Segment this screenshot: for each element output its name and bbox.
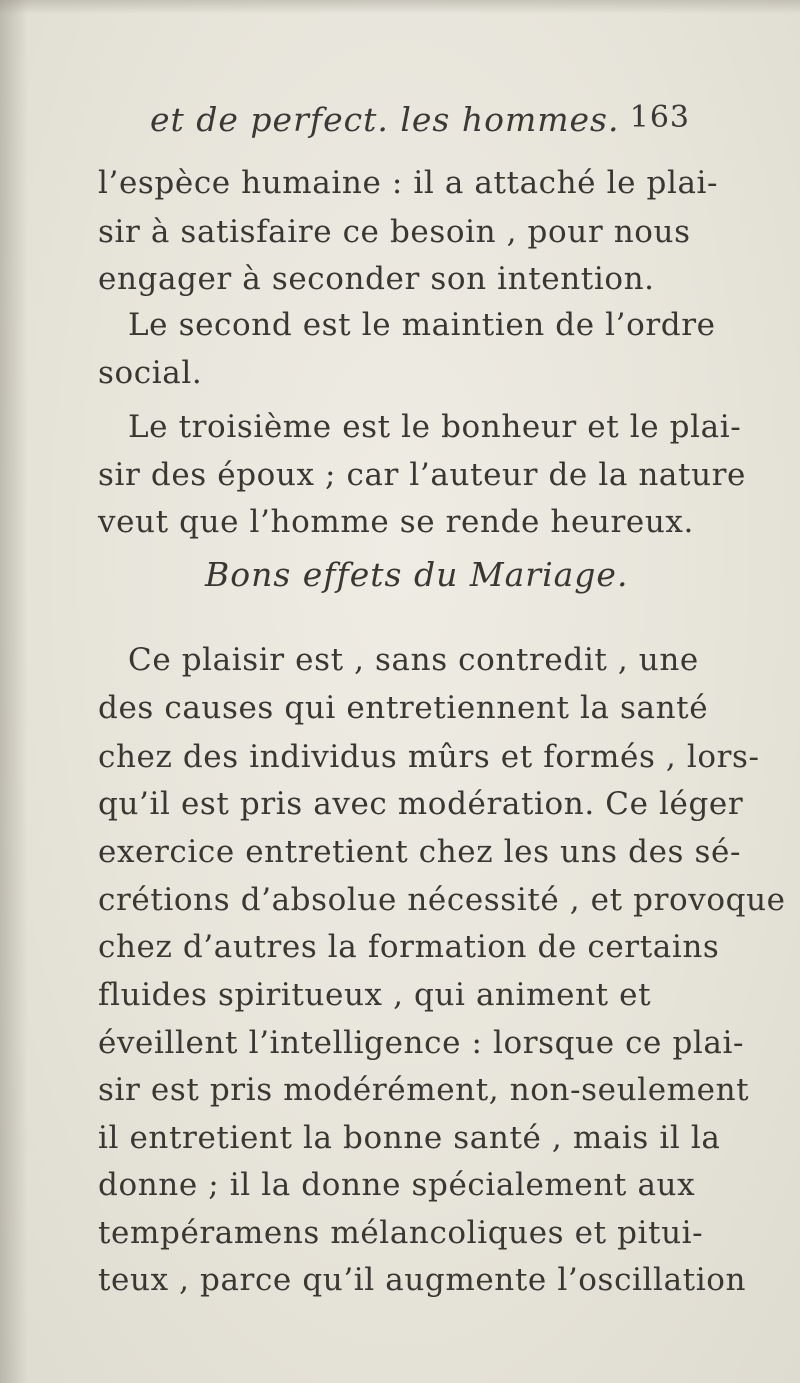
text-line: exercice entretient chez les uns des sé- [98, 834, 742, 870]
text-line: fluides spiritueux , qui animent et [98, 977, 652, 1013]
text-line: social. [98, 355, 203, 391]
page-edge-shadow [0, 0, 28, 1383]
running-head [150, 100, 690, 139]
text-line: qu’il est pris avec modération. Ce léger [98, 786, 744, 822]
text-line: sir est pris modérément, non-seulement [98, 1072, 750, 1108]
running-head-title: et de perfect. les hommes. [150, 100, 620, 139]
paragraph-start-line: Le troisième est le bonheur et le plai- [128, 409, 742, 445]
page-top-shadow [0, 0, 800, 14]
text-line: éveillent l’intelligence : lorsque ce plai- [98, 1025, 745, 1061]
text-line: il entretient la bonne santé , mais il la [98, 1120, 721, 1156]
page-number: 163 [629, 100, 690, 135]
text-line: chez des individus mûrs et formés , lors- [98, 739, 760, 775]
paragraph-start-line: Ce plaisir est , sans contredit , une [128, 642, 699, 678]
text-line: tempéramens mélancoliques et pitui- [98, 1215, 704, 1251]
text-line: sir à satisfaire ce besoin , pour nous [98, 214, 691, 250]
text-line: des causes qui entretiennent la santé [98, 690, 709, 726]
text-line: donne ; il la donne spécialement aux [98, 1167, 696, 1203]
text-line: l’espèce humaine : il a attaché le plai- [98, 165, 719, 201]
text-line: veut que l’homme se rende heureux. [98, 504, 694, 540]
text-line: crétions d’absolue nécessité , et provoque [98, 882, 786, 918]
paragraph-start-line: Le second est le maintien de l’ordre [128, 307, 716, 343]
text-line: sir des époux ; car l’auteur de la nature [98, 457, 747, 493]
text-line: teux , parce qu’il augmente l’oscillation [98, 1262, 747, 1298]
section-heading: Bons effets du Mariage. [205, 555, 629, 594]
text-line: chez d’autres la formation de certains [98, 929, 720, 965]
text-line: engager à seconder son intention. [98, 261, 655, 297]
